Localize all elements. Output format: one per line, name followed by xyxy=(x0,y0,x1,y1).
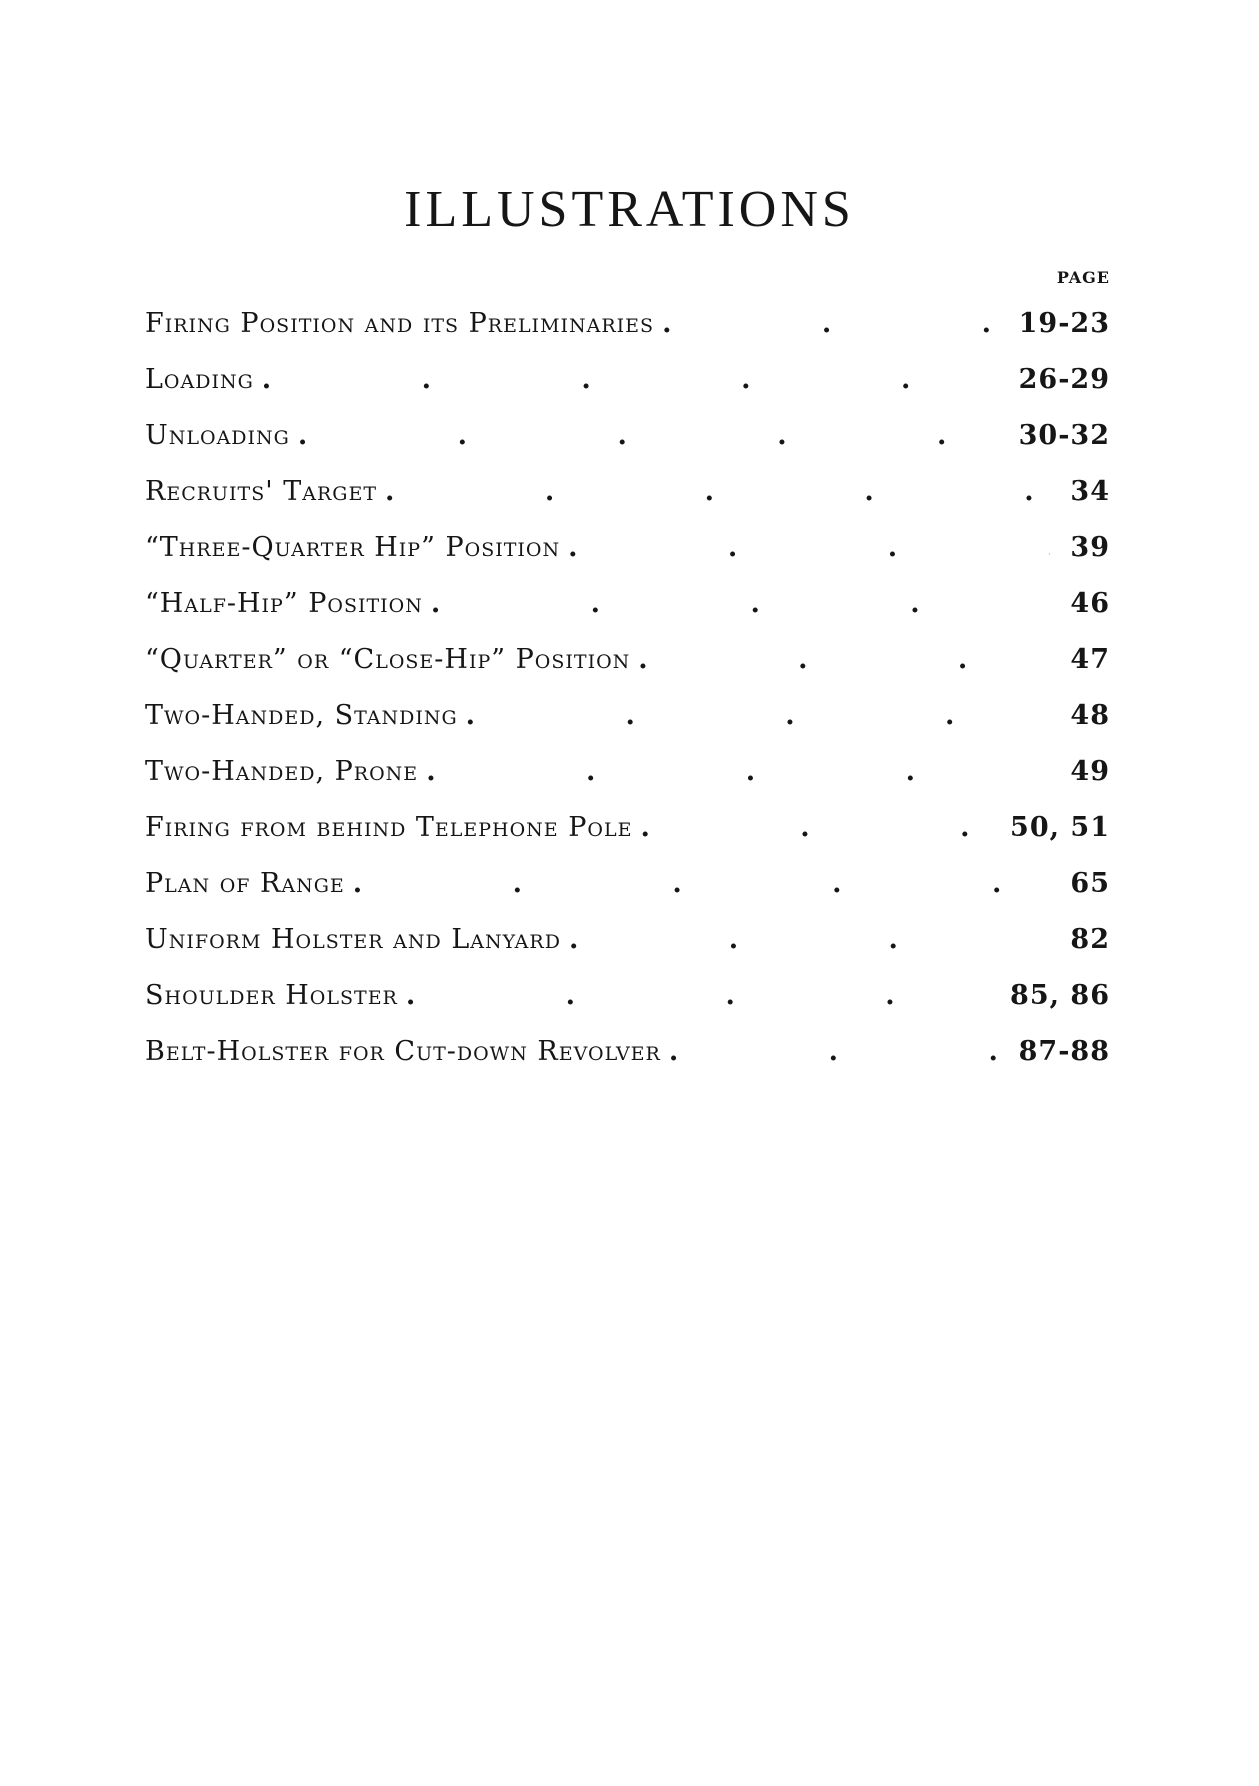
entry-title: Unloading xyxy=(145,419,290,451)
dot-leader xyxy=(561,924,1050,955)
list-item xyxy=(145,1023,1110,1079)
entry-title: Two-Handed, Prone xyxy=(145,755,419,787)
list-item xyxy=(145,743,1110,799)
entry-title: Firing from behind Telephone Pole xyxy=(145,811,633,843)
list-item xyxy=(145,911,1110,967)
entry-page: 30-32 xyxy=(1018,419,1110,451)
list-item xyxy=(145,407,1110,463)
entry-page: 26-29 xyxy=(1018,363,1110,395)
entry-page: 85, 86 xyxy=(1010,979,1110,1011)
list-item xyxy=(145,519,1110,575)
entry-title: Plan of Range xyxy=(145,867,345,899)
dot-leader xyxy=(458,700,1050,731)
entry-title: “Quarter” or “Close-Hip” Position xyxy=(145,643,631,675)
entry-title: Loading xyxy=(145,363,254,395)
dot-leader xyxy=(630,644,1050,675)
entry-page: 87-88 xyxy=(1018,1035,1110,1067)
dot-leader xyxy=(654,308,1019,339)
dot-leader xyxy=(661,1036,1019,1067)
list-item xyxy=(145,855,1110,911)
entry-title: Shoulder Holster xyxy=(145,979,398,1011)
list-item xyxy=(145,631,1110,687)
entry-page: 50, 51 xyxy=(1010,811,1110,843)
entry-page: 34 xyxy=(1070,475,1110,507)
page-column-label: PAGE xyxy=(1056,268,1110,287)
list-item xyxy=(145,799,1110,855)
list-item xyxy=(145,463,1110,519)
illustrations-list xyxy=(145,295,1110,1079)
entry-page: 46 xyxy=(1070,587,1110,619)
entry-title: Uniform Holster and Lanyard xyxy=(145,923,561,955)
entry-title: “Three-Quarter Hip” Position xyxy=(145,531,561,563)
entry-page: 47 xyxy=(1070,643,1110,675)
entry-title: Recruits' Target xyxy=(145,475,378,507)
dot-leader xyxy=(290,420,1019,451)
list-item xyxy=(145,967,1110,1023)
dot-leader xyxy=(345,868,1050,899)
dot-leader xyxy=(418,756,1050,787)
entry-page: 65 xyxy=(1070,867,1110,899)
entry-title: “Half-Hip” Position xyxy=(145,587,423,619)
dot-leader xyxy=(560,532,1050,563)
entry-page: 48 xyxy=(1070,699,1110,731)
list-item xyxy=(145,295,1110,351)
entry-title: Two-Handed, Standing xyxy=(145,699,458,731)
dot-leader xyxy=(377,476,1050,507)
dot-leader xyxy=(398,980,1010,1011)
entry-title: Firing Position and its Preliminaries xyxy=(145,307,655,339)
dot-leader xyxy=(254,364,1019,395)
entry-page: 39 xyxy=(1070,531,1110,563)
page-title: ILLUSTRATIONS xyxy=(404,181,855,238)
entry-title: Belt-Holster for Cut-down Revolver xyxy=(145,1035,661,1067)
list-item xyxy=(145,687,1110,743)
dot-leader xyxy=(423,588,1050,619)
list-item xyxy=(145,575,1110,631)
dot-leader xyxy=(633,812,1011,843)
list-item xyxy=(145,351,1110,407)
entry-page: 19-23 xyxy=(1018,307,1110,339)
entry-page: 82 xyxy=(1070,923,1110,955)
entry-page: 49 xyxy=(1070,755,1110,787)
